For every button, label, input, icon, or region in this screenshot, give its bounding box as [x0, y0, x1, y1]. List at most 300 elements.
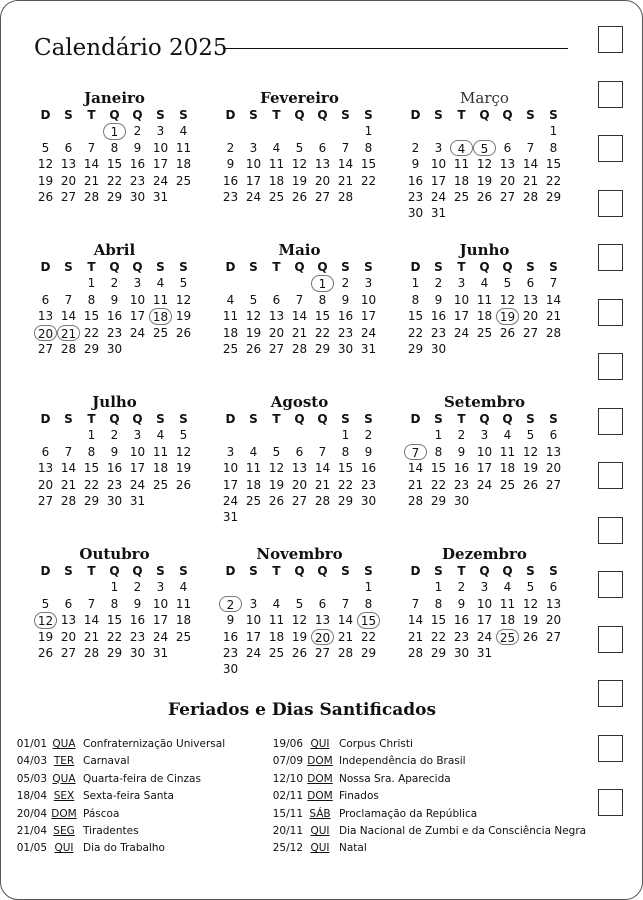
day-cell: 5	[526, 428, 535, 443]
day-cell: 3	[156, 580, 165, 595]
holiday-date: 01/05	[16, 842, 47, 855]
day-cell: 20	[314, 173, 331, 188]
day-cell: 21	[337, 173, 354, 188]
weekday-header: Q	[502, 412, 513, 426]
day-cell: 18	[268, 173, 285, 188]
day-cell: 9	[411, 157, 420, 172]
holiday-date: 12/10	[272, 772, 303, 785]
day-cell: 14	[545, 292, 562, 307]
weekday-header: Q	[502, 260, 513, 274]
weekday-header: Q	[109, 108, 120, 122]
tab-box[interactable]	[598, 789, 623, 816]
weekday-header: Q	[294, 108, 305, 122]
day-cell: 31	[430, 206, 447, 221]
holiday-row	[10, 753, 225, 770]
empty-cell	[57, 275, 80, 291]
day-cell: 23	[337, 325, 354, 340]
weekday-header: S	[434, 260, 443, 274]
day-cell: 29	[106, 189, 123, 204]
holiday-name: Dia do Trabalho	[83, 842, 165, 855]
day-cell: 10	[245, 157, 262, 172]
day-cell: 25	[175, 173, 192, 188]
day-cell: 14	[314, 461, 331, 476]
day-cell: 21	[291, 325, 308, 340]
day-cell: 4	[226, 292, 235, 307]
day-cell: 10	[245, 613, 262, 628]
holiday-name: Corpus Christi	[339, 738, 413, 750]
month-name: Maio	[278, 241, 321, 259]
day-cell: 11	[499, 444, 516, 459]
tab-box[interactable]	[598, 408, 623, 435]
weekday-header: T	[457, 564, 466, 578]
month-days	[34, 107, 195, 205]
day-cell: 17	[245, 173, 262, 188]
day-cell: 27	[37, 341, 54, 356]
day-cell: 2	[457, 428, 466, 443]
day-cell: 30	[106, 493, 123, 508]
day-cell: 1	[411, 276, 420, 291]
day-cell: 16	[453, 613, 470, 628]
empty-cell	[219, 275, 242, 291]
day-cell: 21	[407, 629, 424, 644]
month-days	[404, 411, 565, 509]
day-cell: 10	[476, 596, 493, 611]
day-cell: 20	[291, 477, 308, 492]
day-cell: 19	[37, 629, 54, 644]
day-cell: 25	[476, 325, 493, 340]
day-cell: 14	[337, 613, 354, 628]
day-cell: 8	[434, 444, 443, 459]
empty-cell	[34, 275, 57, 291]
weekday-header: S	[434, 564, 443, 578]
day-cell: 6	[549, 428, 558, 443]
month-block	[219, 89, 380, 236]
month-name: Fevereiro	[260, 89, 339, 107]
weekday-header: S	[364, 260, 373, 274]
day-cell: 18	[152, 461, 169, 476]
holiday-row	[10, 771, 225, 788]
day-cell: 22	[106, 173, 123, 188]
day-cell: 8	[364, 140, 373, 155]
weekday-header: Q	[294, 260, 305, 274]
tab-box[interactable]	[598, 135, 623, 162]
day-cell: 8	[110, 596, 119, 611]
weekday-header: T	[457, 260, 466, 274]
weekday-header: S	[341, 412, 350, 426]
empty-cell	[288, 123, 311, 139]
day-cell: 7	[64, 444, 73, 459]
day-cell: 26	[476, 189, 493, 204]
day-cell: 8	[364, 596, 373, 611]
day-cell: 26	[175, 477, 192, 492]
day-cell: 27	[37, 493, 54, 508]
day-cell: 26	[37, 645, 54, 660]
weekday-header: T	[272, 260, 281, 274]
holiday-name: Tiradentes	[83, 824, 139, 837]
day-cell: 17	[152, 157, 169, 172]
weekday-header: S	[249, 564, 258, 578]
day-cell: 29	[337, 493, 354, 508]
day-cell: 17	[430, 173, 447, 188]
day-cell: 23	[106, 325, 123, 340]
day-cell: 21	[522, 173, 539, 188]
day-cell: 28	[337, 645, 354, 660]
holiday-name: Dia Nacional de Zumbi e da Consciência Negra	[339, 824, 587, 837]
weekday-header: S	[364, 564, 373, 578]
tab-box[interactable]	[598, 735, 623, 762]
day-cell: 8	[87, 444, 96, 459]
day-cell: 8	[411, 292, 420, 307]
weekday-header: D	[225, 260, 236, 274]
month-block	[219, 545, 380, 692]
tab-box[interactable]	[598, 626, 623, 653]
day-cell: 24	[129, 325, 146, 340]
empty-cell	[219, 123, 242, 139]
weekday-header: T	[87, 260, 96, 274]
day-cell: 28	[407, 493, 424, 508]
day-cell: 17	[476, 461, 493, 476]
month-days	[219, 411, 380, 526]
day-cell: 23	[453, 629, 470, 644]
weekday-header: Q	[479, 260, 490, 274]
day-cell: 9	[364, 444, 373, 459]
day-cell: 10	[152, 140, 169, 155]
month-block	[404, 393, 565, 540]
weekday-header: Q	[109, 260, 120, 274]
day-cell: 27	[545, 477, 562, 492]
tab-box[interactable]	[598, 299, 623, 326]
day-cell: 28	[522, 189, 539, 204]
day-cell: 26	[522, 629, 539, 644]
day-cell: 15	[430, 613, 447, 628]
day-cell: 24	[152, 629, 169, 644]
day-cell: 13	[60, 157, 77, 172]
holiday-date: 21/04	[16, 824, 47, 837]
day-cell: 10	[453, 292, 470, 307]
day-cell: 20	[268, 325, 285, 340]
holidays-right-column	[266, 736, 586, 858]
weekday-header: Q	[317, 260, 328, 274]
holiday-name: Confraternização Universal	[83, 738, 226, 750]
day-cell: 22	[430, 629, 447, 644]
tab-box[interactable]	[598, 81, 623, 108]
day-cell: 11	[476, 292, 493, 307]
tab-box[interactable]	[598, 190, 623, 217]
day-cell: 8	[549, 140, 558, 155]
day-cell: 14	[337, 157, 354, 172]
day-cell: 20	[522, 309, 539, 324]
day-cell: 29	[83, 341, 100, 356]
holiday-row	[266, 753, 586, 770]
month-name: Julho	[92, 393, 137, 411]
empty-cell	[473, 123, 496, 139]
holiday-row	[266, 771, 586, 788]
day-cell: 3	[249, 596, 258, 611]
day-cell: 18	[268, 629, 285, 644]
empty-cell	[242, 123, 265, 139]
day-cell: 2	[226, 140, 235, 155]
holiday-day: 19	[496, 308, 519, 324]
holiday-name: Nossa Sra. Aparecida	[339, 772, 451, 785]
day-cell: 24	[245, 645, 262, 660]
holidays-left-column	[10, 736, 225, 858]
month-name: Junho	[459, 241, 510, 259]
day-cell: 1	[87, 276, 96, 291]
day-cell: 30	[337, 341, 354, 356]
tab-box[interactable]	[598, 517, 623, 544]
day-cell: 13	[314, 613, 331, 628]
empty-cell	[80, 123, 103, 139]
holiday-row	[266, 788, 586, 805]
day-cell: 28	[83, 645, 100, 660]
day-cell: 26	[268, 493, 285, 508]
weekday-header: Q	[317, 108, 328, 122]
day-cell: 19	[476, 173, 493, 188]
month-block	[34, 241, 195, 388]
holiday-weekday: QUA	[52, 738, 76, 750]
day-cell: 12	[245, 309, 262, 324]
day-cell: 20	[60, 629, 77, 644]
day-cell: 17	[222, 477, 239, 492]
day-cell: 21	[337, 629, 354, 644]
day-cell: 22	[83, 477, 100, 492]
holiday-day: 15	[357, 612, 380, 628]
day-cell: 28	[83, 189, 100, 204]
day-cell: 2	[434, 276, 443, 291]
holiday-day: 7	[404, 444, 427, 460]
day-cell: 27	[268, 341, 285, 356]
day-cell: 12	[499, 292, 516, 307]
holiday-day: 1	[311, 275, 334, 291]
day-cell: 5	[272, 444, 281, 459]
month-name: Novembro	[256, 545, 343, 563]
day-cell: 3	[133, 276, 142, 291]
day-cell: 29	[314, 341, 331, 356]
day-cell: 15	[360, 157, 377, 172]
day-cell: 19	[175, 309, 192, 324]
day-cell: 1	[364, 124, 373, 139]
day-cell: 22	[360, 173, 377, 188]
day-cell: 18	[175, 613, 192, 628]
holiday-row	[10, 788, 225, 805]
day-cell: 14	[522, 157, 539, 172]
weekday-header: S	[526, 564, 535, 578]
weekday-header: S	[64, 412, 73, 426]
empty-cell	[404, 427, 427, 443]
day-cell: 5	[41, 596, 50, 611]
day-cell: 10	[152, 596, 169, 611]
weekday-header: Q	[479, 412, 490, 426]
day-cell: 13	[522, 292, 539, 307]
day-cell: 11	[152, 444, 169, 459]
day-cell: 29	[360, 645, 377, 660]
day-cell: 24	[222, 493, 239, 508]
day-cell: 8	[434, 596, 443, 611]
day-cell: 26	[37, 189, 54, 204]
day-cell: 7	[341, 596, 350, 611]
day-cell: 31	[222, 510, 239, 525]
day-cell: 7	[318, 444, 327, 459]
month-days	[219, 259, 380, 357]
weekday-header: Q	[502, 564, 513, 578]
weekday-header: S	[526, 108, 535, 122]
day-cell: 19	[175, 461, 192, 476]
weekday-header: D	[410, 108, 421, 122]
day-cell: 2	[457, 580, 466, 595]
day-cell: 6	[64, 596, 73, 611]
day-cell: 27	[291, 493, 308, 508]
holiday-date: 02/11	[272, 790, 303, 803]
day-cell: 27	[545, 629, 562, 644]
day-cell: 12	[522, 444, 539, 459]
holiday-day: 20	[34, 325, 57, 341]
day-cell: 24	[476, 629, 493, 644]
empty-cell	[219, 427, 242, 443]
tab-box[interactable]	[598, 26, 623, 53]
day-cell: 5	[503, 276, 512, 291]
tab-box[interactable]	[598, 353, 623, 380]
day-cell: 31	[152, 645, 169, 660]
weekday-header: S	[156, 260, 165, 274]
day-cell: 4	[272, 140, 281, 155]
holiday-weekday: DOM	[307, 755, 333, 768]
day-cell: 1	[434, 428, 443, 443]
holiday-date: 19/06	[272, 738, 303, 750]
empty-cell	[242, 579, 265, 595]
day-cell: 19	[37, 173, 54, 188]
tab-box[interactable]	[598, 462, 623, 489]
day-cell: 24	[476, 477, 493, 492]
title-rule	[223, 48, 568, 49]
tab-box[interactable]	[598, 571, 623, 598]
holiday-day: 25	[496, 629, 519, 645]
day-cell: 5	[41, 140, 50, 155]
day-cell: 12	[291, 613, 308, 628]
weekday-header: Q	[294, 564, 305, 578]
day-cell: 8	[87, 292, 96, 307]
day-cell: 23	[360, 477, 377, 492]
day-cell: 16	[129, 613, 146, 628]
day-cell: 11	[499, 596, 516, 611]
day-cell: 30	[129, 189, 146, 204]
month-block	[404, 241, 565, 388]
holiday-date: 20/11	[272, 824, 303, 837]
weekday-header: S	[179, 108, 188, 122]
holiday-weekday: DOM	[51, 807, 77, 820]
day-cell: 3	[364, 276, 373, 291]
day-cell: 2	[110, 428, 119, 443]
weekday-header: Q	[132, 108, 143, 122]
day-cell: 16	[106, 461, 123, 476]
weekday-header: S	[64, 564, 73, 578]
day-cell: 26	[291, 189, 308, 204]
side-tabs	[598, 26, 624, 844]
empty-cell	[496, 123, 519, 139]
weekday-header: Q	[132, 260, 143, 274]
day-cell: 7	[411, 596, 420, 611]
holiday-date: 04/03	[16, 755, 47, 768]
day-cell: 14	[407, 613, 424, 628]
holiday-date: 25/12	[272, 842, 303, 855]
day-cell: 2	[411, 140, 420, 155]
day-cell: 22	[430, 477, 447, 492]
day-cell: 23	[430, 325, 447, 340]
day-cell: 24	[453, 325, 470, 340]
day-cell: 29	[430, 645, 447, 660]
day-cell: 19	[245, 325, 262, 340]
day-cell: 12	[175, 292, 192, 307]
day-cell: 1	[87, 428, 96, 443]
day-cell: 6	[41, 444, 50, 459]
holiday-row	[266, 823, 586, 840]
weekday-header: S	[434, 412, 443, 426]
day-cell: 21	[314, 477, 331, 492]
day-cell: 9	[226, 157, 235, 172]
day-cell: 4	[272, 596, 281, 611]
empty-cell	[34, 579, 57, 595]
holiday-date: 20/04	[16, 807, 47, 820]
day-cell: 2	[133, 580, 142, 595]
weekday-header: T	[272, 108, 281, 122]
holiday-name: Proclamação da República	[339, 807, 478, 820]
day-cell: 17	[476, 613, 493, 628]
day-cell: 27	[60, 189, 77, 204]
day-cell: 6	[295, 444, 304, 459]
weekday-header: T	[87, 108, 96, 122]
holiday-row	[10, 823, 225, 840]
day-cell: 4	[503, 580, 512, 595]
day-cell: 19	[291, 173, 308, 188]
day-cell: 31	[360, 341, 377, 356]
day-cell: 5	[295, 140, 304, 155]
day-cell: 6	[64, 140, 73, 155]
month-days	[404, 563, 565, 661]
empty-cell	[57, 427, 80, 443]
day-cell: 10	[360, 292, 377, 307]
weekday-header: S	[341, 260, 350, 274]
day-cell: 4	[156, 276, 165, 291]
day-cell: 11	[453, 157, 470, 172]
holiday-row	[10, 840, 225, 857]
day-cell: 6	[549, 580, 558, 595]
day-cell: 26	[245, 341, 262, 356]
day-cell: 30	[453, 645, 470, 660]
day-cell: 28	[545, 325, 562, 340]
weekday-header: S	[179, 260, 188, 274]
weekday-header: S	[364, 412, 373, 426]
day-cell: 6	[318, 140, 327, 155]
month-name: Setembro	[443, 393, 526, 411]
holiday-day: 21	[57, 325, 80, 341]
holiday-day: 4	[450, 140, 473, 156]
day-cell: 4	[179, 580, 188, 595]
weekday-header: S	[434, 108, 443, 122]
holiday-name: Finados	[339, 790, 379, 803]
day-cell: 15	[106, 613, 123, 628]
day-cell: 28	[407, 645, 424, 660]
day-cell: 4	[480, 276, 489, 291]
day-cell: 9	[457, 596, 466, 611]
day-cell: 15	[83, 309, 100, 324]
day-cell: 5	[249, 292, 258, 307]
day-cell: 16	[222, 173, 239, 188]
day-cell: 29	[407, 341, 424, 356]
tab-box[interactable]	[598, 244, 623, 271]
day-cell: 24	[129, 477, 146, 492]
day-cell: 13	[545, 444, 562, 459]
day-cell: 22	[360, 629, 377, 644]
day-cell: 13	[314, 157, 331, 172]
